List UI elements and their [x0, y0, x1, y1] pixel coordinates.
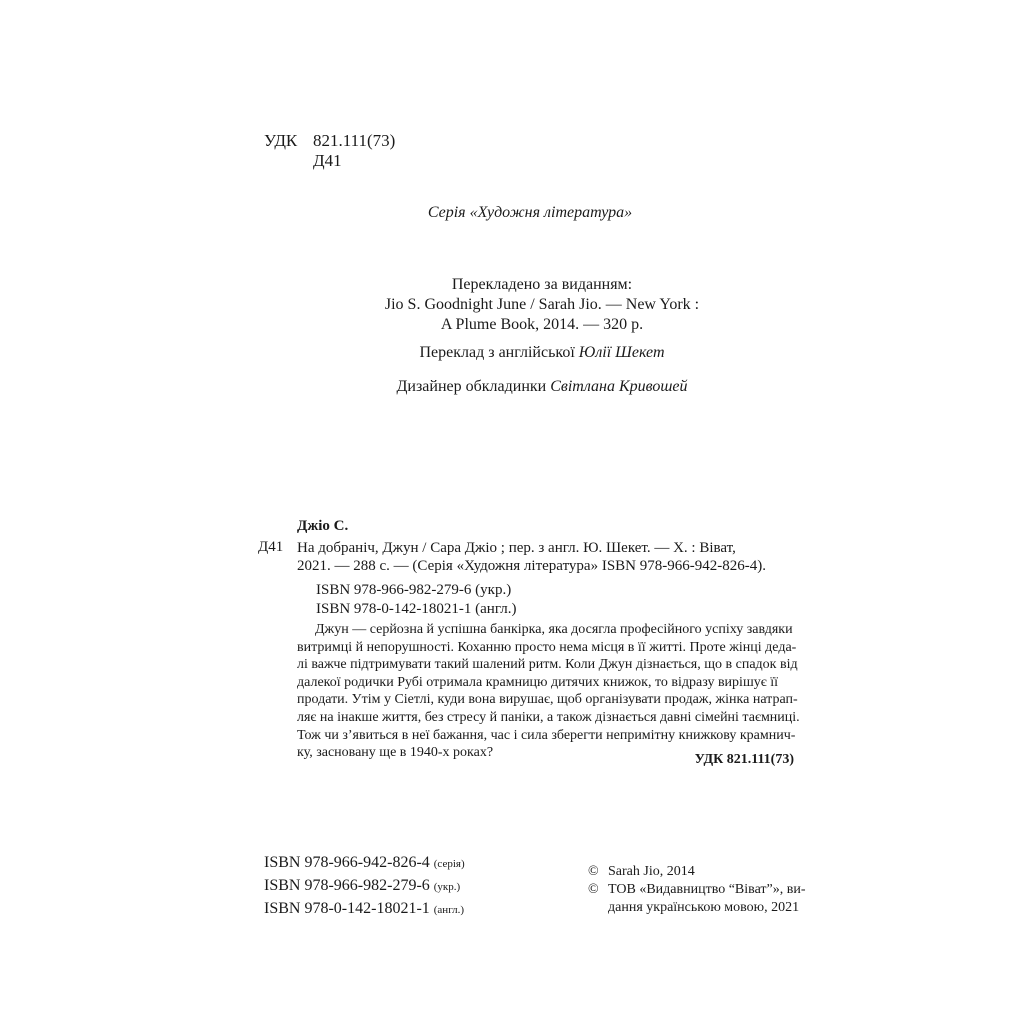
- isbn-number: ISBN 978-966-942-826-4: [264, 854, 430, 871]
- designer-name: Світлана Кривошей: [550, 378, 688, 395]
- copyright-block: [588, 863, 806, 917]
- copyright-icon: ©: [588, 882, 599, 897]
- catalog-author: Джіо С.: [297, 518, 349, 534]
- annotation-line: ку, засновану ще в 1940-х роках?: [297, 745, 494, 761]
- copyright-text: ТОВ «Видавництво “Віват”», ви-: [608, 882, 806, 897]
- translated-from-block: [262, 275, 822, 335]
- isbn-row: [264, 875, 465, 898]
- udk-code: 821.111(73): [313, 131, 396, 150]
- copyright-line: [588, 881, 806, 899]
- isbn-row: [264, 852, 465, 875]
- translator-name: Юлії Шекет: [578, 344, 665, 361]
- bib-line: На добраніч, Джун / Сара Джіо ; пер. з англ. Ю. Шекет. — Х. : Віват,: [297, 540, 736, 556]
- isbn-note: (укр.): [433, 881, 461, 893]
- copyright-line: дання українською мовою, 2021: [608, 900, 800, 915]
- catalog-bibliographic-description: [297, 539, 807, 575]
- catalog-isbn-eng: ISBN 978-0-142-18021-1 (англ.): [316, 601, 517, 617]
- copyright-text: Sarah Jio, 2014: [608, 864, 695, 879]
- isbn-number: ISBN 978-0-142-18021-1: [264, 900, 430, 917]
- translator-credit: [262, 344, 822, 362]
- isbn-row: [264, 898, 465, 921]
- udk-bottom: УДК 821.111(73): [694, 752, 794, 767]
- catalog-isbn-list: [316, 581, 516, 619]
- author-cipher-top: Д41: [313, 151, 342, 170]
- udk-label: УДК: [264, 131, 298, 150]
- translated-from-line: A Plume Book, 2014. — 320 p.: [440, 316, 644, 333]
- isbn-block: [264, 852, 465, 921]
- udk-top-block: [264, 131, 395, 171]
- annotation-line: ляє на інакше життя, без стресу й паніки, а також дізнається давні сімейні таємниці.: [297, 709, 800, 725]
- annotation-line: продати. Утім у Сіетлі, куди вона вирушає, щоб організувати продаж, жінка натрап-: [297, 692, 798, 708]
- catalog-isbn-ukr: ISBN 978-966-982-279-6 (укр.): [316, 582, 512, 598]
- copyright-line: [588, 863, 806, 881]
- annotation-line: витримці й непорушності. Коханню просто нема місця в її житті. Проте жінці деда-: [297, 639, 797, 655]
- translated-from-line: Перекладено за виданням:: [451, 276, 633, 293]
- annotation: [297, 621, 800, 762]
- designer-prefix: Дизайнер обкладинки: [396, 378, 551, 395]
- series-title: Серія «Художня література»: [427, 204, 633, 221]
- translator-prefix: Переклад з англійської: [419, 344, 579, 361]
- annotation-line: Джун — серйозна й успішна банкірка, яка досягла професійного успіху завдяки: [315, 622, 793, 637]
- designer-credit: [262, 378, 822, 396]
- annotation-line: лі важче підтримувати такий шалений ритм. Коли Джун дізнається, що в спадок від: [297, 657, 798, 673]
- isbn-note: (серія): [433, 858, 465, 870]
- bib-line: 2021. — 288 с. — (Серія «Художня література» ISBN 978-966-942-826-4).: [297, 558, 766, 574]
- translated-from-line: Jio S. Goodnight June / Sarah Jio. — New York :: [384, 296, 700, 313]
- catalog-cipher: Д41: [258, 539, 284, 555]
- annotation-line: далекої родички Рубі отримала крамницю дитячих книжок, то відразу вирішує її: [297, 674, 779, 690]
- annotation-line: Тож чи з’явиться в неї бажання, час і сила зберегти непримітну книжкову крамнич-: [297, 727, 796, 743]
- isbn-note: (англ.): [433, 904, 465, 916]
- copyright-icon: ©: [588, 864, 599, 879]
- isbn-number: ISBN 978-966-982-279-6: [264, 877, 430, 894]
